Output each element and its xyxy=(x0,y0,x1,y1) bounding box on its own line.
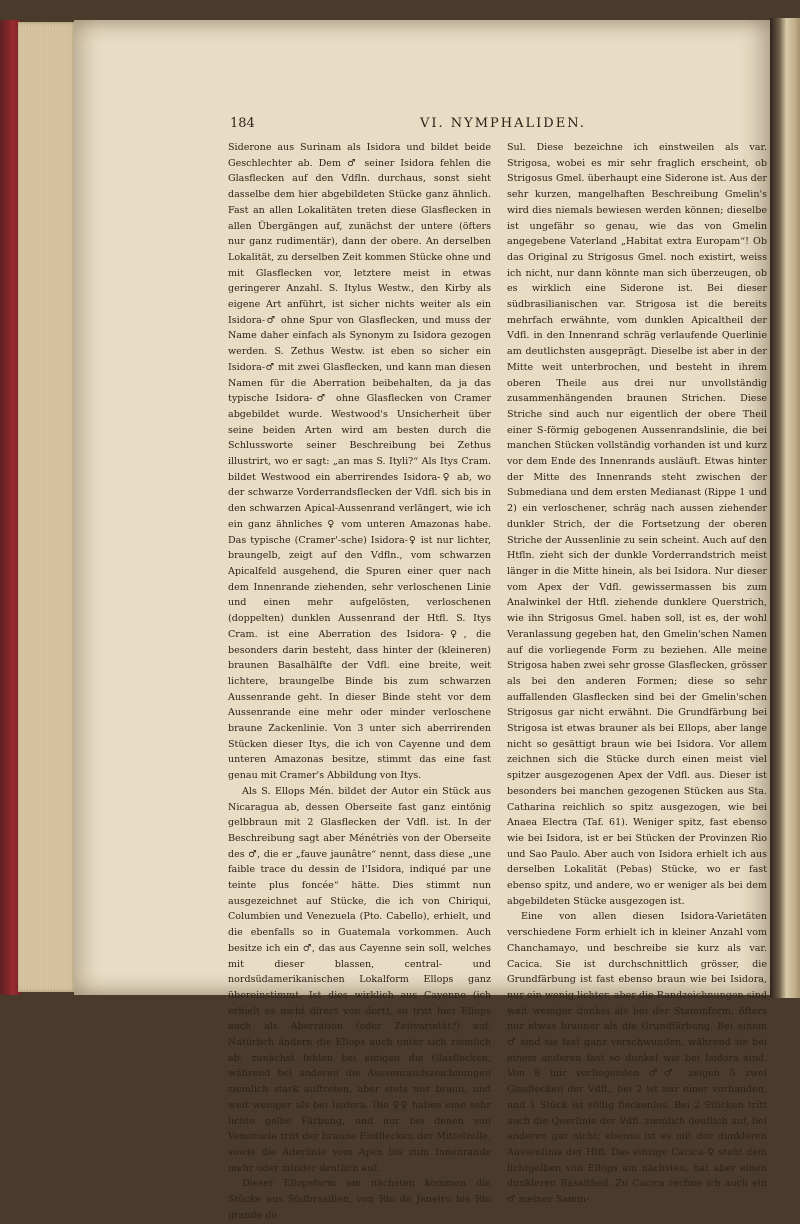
facing-page-gutter xyxy=(770,18,800,998)
left-column xyxy=(228,140,491,1224)
right-column xyxy=(507,140,767,1208)
page-number: 184 xyxy=(230,116,255,131)
right-paragraph-1: Sul. Diese bezeichne ich einstweilen als var. Strigosa, wobei es mir sehr fraglich erscheint, ob Strigosus Gmel. überhaupt eine Siderone ist. Aus der sehr kurzen, mangelhaften Beschreibung Gmelin's wird dies niemals bewiesen werden können; dieselbe ist ungefähr so genau, wie das von Gmelin angegebene Vaterland „Habitat extra Europam“! Ob das Original zu Strigosus Gmel. noch existirt, weiss ich nicht, nur dann könnte man sich überzeugen, ob es wirklich eine Siderone ist. Bei dieser südbrasilianischen var. Strigosa ist die bereits mehrfach erwähnte, vom dunklen Apicaltheil der Vdfl. in den Innenrand schräg verlaufende Querlinie am deutlichsten ausgeprägt. Dieselbe ist aber in der Mitte weit unterbrochen, und besteht in ihrem oberen Theile aus drei nur unvollständig zusammenhängenden braunen Strichen. Diese Striche sind auch nur eigentlich der obere Theil einer S-förmig gebogenen Aussenrandslinie, die bei manchen Stücken vollständig vorhanden ist und kurz vor dem Ende des Innenrands ausläuft. Etwas hinter der Mitte des Innenrands steht zwischen der Submediana und dem ersten Medianast (Rippe 1 und 2) ein verloschener, schräg nach aussen ziehender dunkler Strich, der die Fortsetzung der oberen Striche der Aussenlinie zu sein scheint. Auch auf den Htfln. zieht sich der dunkle Vorderrandstrich meist länger in die Mitte hinein, als bei Isidora. Nur dieser vom Apex der Vdfl. gewissermassen bis zum Analwinkel der Htfl. ziehende dunklere Querstrich, wie ihn Strigosus Gmel. haben soll, ist es, der wohl Veranlassung gegeben hat, den Gmelin'schen Namen auf die vorliegende Form zu beziehen. Alle meine Strigosa haben zwei sehr grosse Glasflecken, grösser als bei den anderen Formen; diese so sehr auffallenden Glasflecken sind bei der Gmelin'schen Strigosus gar nicht erwähnt. Die Grundfärbung bei Strigosa ist etwas brauner als bei Ellops, aber lange nicht so gesättigt braun wie bei Isidora. Vor allem zeichnen sich die Stücke durch einen meist viel spitzer ausgezogenen Apex der Vdfl. aus. Dieser ist besonders bei manchen gezogenen Stücken aus Sta. Catharina reichlich so spitz ausgezogen, wie bei Anaea Electra (Taf. 61). Weniger spitz, fast ebenso wie bei Isidora, ist er bei Stücken der Provinzen Rio und Sao Paulo. Aber auch von Isidora erhielt ich aus derselben Lokalität (Pebas) Stücke, wo er fast ebenso spitz, und andere, wo er weniger als bei dem abgebildeten Stücke ausgezogen ist. xyxy=(507,142,767,907)
running-head: VI. NYMPHALIDEN. xyxy=(420,116,586,131)
right-paragraph-2: Eine von allen diesen Isidora-Varietäten verschiedene Form erhielt ich in kleiner Anzahl vom Chanchamayo, und beschreibe sie kurz als var. Cacica. Sie ist durchschnittlich grösser, die Grundfärbung ist fast ebenso braun wie bei Isidora, nur ein wenig lichter, aber die Randzeichnungen sind weit weniger dunkel als bei der Stammform, öfters nur etwas brauner als die Grundfärbung. Bei einem ♂ sind sie fast ganz verschwunden, während sie bei einem anderen fast so dunkel wie bei Isidora sind. Von 8 mir vorliegenden ♂♂ zeigen 5 zwei Glasflecken der Vdfl., bei 2 ist nur einer vorhanden, und 1 Stück ist völlig fleckenlos. Bei 2 Stücken tritt auch die Querlinie der Vdfl. ziemlich deutlich auf, bei anderen gar nicht; ebenso ist es mit der dunkleren Aussenlinie der Htfl. Das einzige Cacica-♀ steht dem lichtgelben von Ellops am nächsten, hat aber einen dunkleren Basaltheil. Zu Cacica rechne ich auch ein ♂ meiner Samm- xyxy=(507,911,767,1206)
page-stack-edges xyxy=(18,22,76,992)
left-paragraph-3: Dieser Ellopsform am nächsten kommen die Stücke aus Südbrasilien, von Rio de Janeiro bis Rio grande do xyxy=(228,1178,491,1221)
page-header xyxy=(230,116,730,134)
left-paragraph-2: Als S. Ellops Mén. bildet der Autor ein Stück aus Nicaragua ab, dessen Oberseite fast ganz eintönig gelbbraun mit 2 Glasflecken der Vdfl. ist. In der Beschreibung sagt aber Ménétriès von der Oberseite des ♂, die er „fauve jaunâtre“ nennt, dass diese „une faible trace du dessin de l'Isidora, indiqué par une teinte plus foncée“ hätte. Dies stimmt nun ausgezeichnet auf Stücke, die ich von Chiriqui, Columbien und Venezuela (Pto. Cabello), erhielt, und die ebenfalls so in Guatemala vorkommen. Auch besitze ich ein ♂, das aus Cayenne sein soll, welches mit dieser blassen, central- und nordsüdamerikanischen Lokalform Ellops ganz übereinstimmt. Ist dies wirklich aus Cayenne (ich erhielt es nicht direct von dort), so tritt hier Ellops auch als Aberration (oder Zeitvarietät?) auf. Natürlich ändern die Ellops auch unter sich ziemlich ab; zunächst fehlen bei einigen die Glasflecken, während bei anderen die Aussenrandszeichnungen ziemlich stark auftreten, aber stets nur braun, und weit weniger als bei Isidora. Die ♀♀ haben eine sehr lichte gelbe Färbung, und nur bei denen von Venezuela tritt der braune Endflecken der Mittelzelle, sowie die Aderlinie vom Apex bis zum Innenrande mehr oder minder deutlich auf. xyxy=(228,785,491,1174)
left-paragraph-1: Siderone aus Surinam als Isidora und bildet beide Geschlechter ab. Dem ♂ seiner Isidora fehlen die Glasflecken auf den Vdfln. durchaus, sonst sieht dasselbe dem hier abgebildeten Stücke ganz ähnlich. Fast an allen Lokalitäten treten diese Glasflecken in allen Übergängen auf, zunächst der untere (öfters nur ganz rudimentär), dann der obere. An derselben Lokalität, zu derselben Zeit kommen Stücke ohne und mit Glasflecken vor, letztere meist in etwas geringerer Anzahl. S. Itylus Westw., den Kirby als eigene Art anführt, ist sicher nichts weiter als ein Isidora-♂ ohne Spur von Glasflecken, und muss der Name daher einfach als Synonym zu Isidora gezogen werden. S. Zethus Westw. ist eben so sicher ein Isidora-♂ mit zwei Glasflecken, und kann man diesen Namen für die Aberration beibehalten, da ja das typische Isidora-♂ ohne Glasflecken von Cramer abgebildet wurde. Westwood's Unsicherheit über seine beiden Arten wird am besten durch die Schlussworte seiner Beschreibung bei Zethus illustrirt, wo er sagt: „an mas S. Ityli?“ Als Itys Cram. bildet Westwood ein aberrirendes Isidora-♀ ab, wo der schwarze Vorderrandsflecken der Vdfl. sich bis in den schwarzen Apical-Aussenrand verlängert, wie ich ein ganz ähnliches ♀ vom unteren Amazonas habe. Das typische (Cramer'-sche) Isidora-♀ ist nur lichter, braungelb, zeigt auf den Vdfln., vom schwarzen Apicalfeld ausgehend, die Spuren einer quer nach dem Innenrande ziehenden, sehr verloschenen Linie und einen mehr aufgelösten, verloschenen (doppelten) dunklen Aussenrand der Htfl. S. Itys Cram. ist eine Aberration des Isidora-♀, die besonders darin besteht, dass hinter der (kleineren) braunen Basalhälfte der Vdfl. eine breite, weit lichtere, braungelbe Binde bis zum schwarzen Aussenrande geht. In dieser Binde steht vor dem Aussenrande eine mehr oder minder verloschene braune Zackenlinie. Von 3 unter sich aberrirenden Stücken dieser Itys, die ich von Cayenne und dem unteren Amazonas besitze, stimmt das eine fast genau mit Cramer's Abbildung von Itys. xyxy=(228,142,491,782)
